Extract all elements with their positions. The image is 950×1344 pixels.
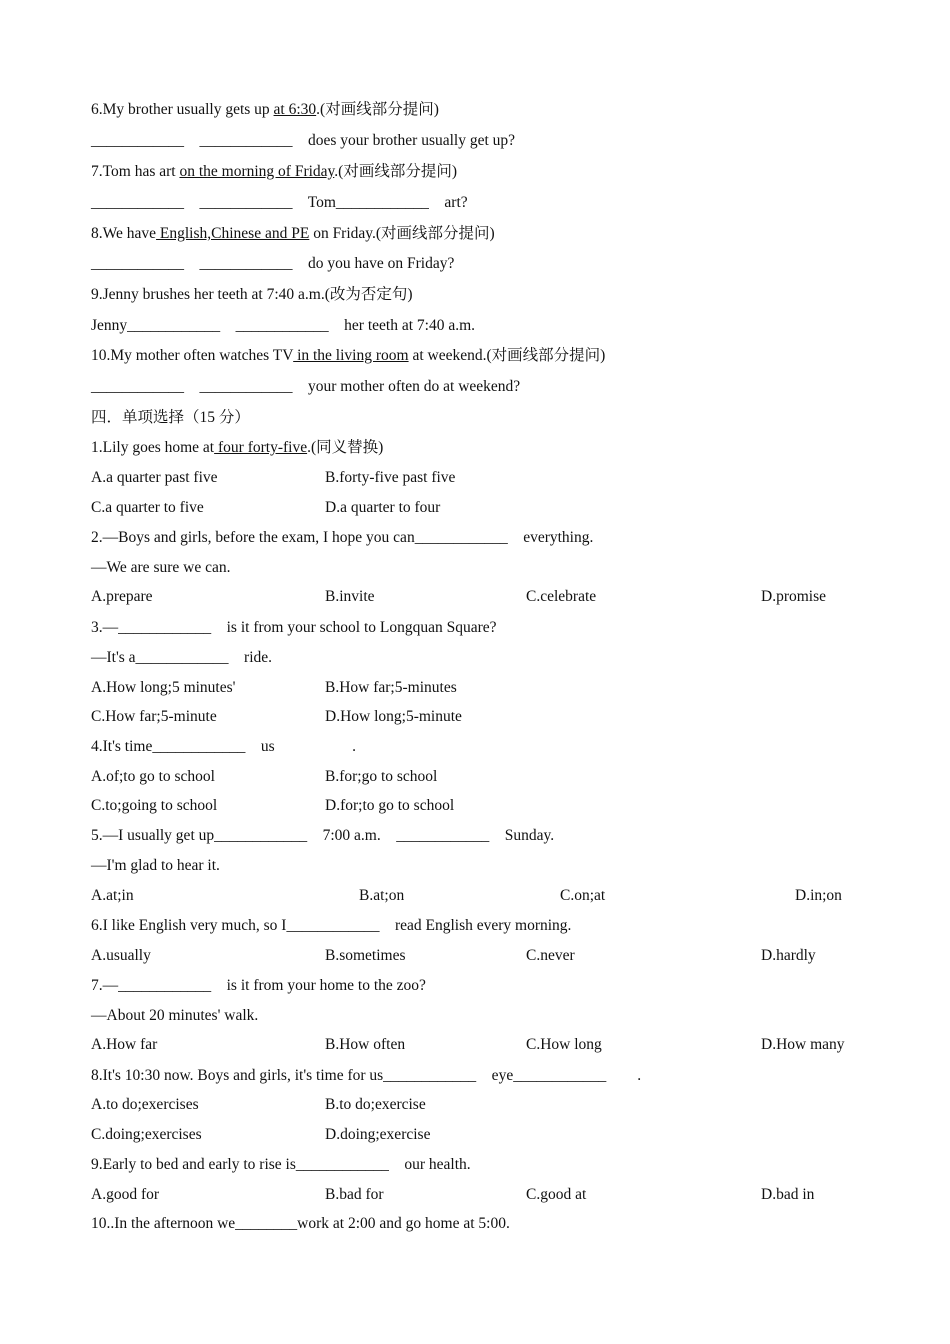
- question-4-3: 3.—____________ is it from your school to Longquan Square?: [91, 619, 497, 636]
- option-b: B.How often: [325, 1036, 406, 1053]
- option-c: C.never: [526, 947, 575, 964]
- option-a: A.prepare: [91, 588, 153, 605]
- answer-line-3-6: ____________ ____________ does your brother usually get up?: [91, 132, 516, 149]
- option-c: C.good at: [526, 1186, 587, 1203]
- question-4-5: 5.—I usually get up____________ 7:00 a.m. ____________ Sunday.: [91, 827, 555, 844]
- underlined-text: four forty-five: [214, 439, 308, 456]
- instruction-text: on Friday.(对画线部分提问): [309, 225, 495, 242]
- question-3-6: [91, 100, 439, 120]
- option-c: C.doing;exercises: [91, 1126, 202, 1143]
- answer-line-3-10: ____________ ____________ your mother often do at weekend?: [91, 378, 521, 395]
- option-b: B.sometimes: [325, 947, 406, 964]
- option-d: D.promise: [761, 588, 827, 605]
- option-d: D.hardly: [761, 947, 816, 964]
- answer-line-3-8: ____________ ____________ do you have on Friday?: [91, 255, 455, 272]
- question-4-9: 9.Early to bed and early to rise is____________ our health.: [91, 1156, 471, 1173]
- question-text: 7.Tom has art: [91, 163, 180, 180]
- option-a: A.at;in: [91, 887, 134, 904]
- option-a: A.good for: [91, 1186, 160, 1203]
- section-heading: 四．单项选择（15 分）: [91, 409, 250, 426]
- option-c: C.celebrate: [526, 588, 597, 605]
- question-4-4: 4.It's time____________ us .: [91, 738, 356, 755]
- instruction-text: .(对画线部分提问): [316, 101, 439, 118]
- question-4-2: 2.—Boys and girls, before the exam, I hope you can____________ everything.: [91, 529, 594, 546]
- underlined-text: at 6:30: [273, 101, 317, 118]
- option-a: A.How far: [91, 1036, 158, 1053]
- question-4-7: 7.—____________ is it from your home to the zoo?: [91, 977, 426, 994]
- option-b: B.to do;exercise: [325, 1096, 426, 1113]
- question-4-1: [91, 438, 383, 458]
- question-4-6: 6.I like English very much, so I____________ read English every morning.: [91, 917, 572, 934]
- question-3-7: [91, 162, 457, 182]
- question-3-8: [91, 224, 495, 244]
- option-a: A.How long;5 minutes': [91, 679, 236, 696]
- option-b: B.for;go to school: [325, 768, 438, 785]
- option-c: C.to;going to school: [91, 797, 218, 814]
- option-a: A.a quarter past five: [91, 469, 218, 486]
- option-d: D.bad in: [761, 1186, 815, 1203]
- instruction-text: .(对画线部分提问): [334, 163, 457, 180]
- question-text: 1.Lily goes home at: [91, 439, 215, 456]
- option-d: D.How long;5-minute: [325, 708, 462, 725]
- question-4-2-reply: —We are sure we can.: [91, 559, 231, 576]
- option-b: B.How far;5-minutes: [325, 679, 457, 696]
- option-a: A.usually: [91, 947, 151, 964]
- underlined-text: on the morning of Friday: [179, 163, 335, 180]
- answer-line-3-9: Jenny____________ ____________ her teeth at 7:40 a.m.: [91, 317, 476, 334]
- option-d: D.in;on: [795, 887, 842, 904]
- option-d: D.a quarter to four: [325, 499, 441, 516]
- question-text: 10.My mother often watches TV: [91, 347, 294, 364]
- underlined-text: in the living room: [293, 347, 409, 364]
- option-c: C.a quarter to five: [91, 499, 204, 516]
- question-4-5-reply: —I'm glad to hear it.: [91, 857, 220, 874]
- option-c: C.on;at: [560, 887, 606, 904]
- question-4-7-reply: —About 20 minutes' walk.: [91, 1007, 259, 1024]
- option-c: C.How far;5-minute: [91, 708, 217, 725]
- question-4-3-reply: —It's a____________ ride.: [91, 649, 273, 666]
- answer-line-3-7: ____________ ____________ Tom____________ art?: [91, 194, 468, 211]
- option-c: C.How long: [526, 1036, 602, 1053]
- option-b: B.invite: [325, 588, 375, 605]
- option-a: A.to do;exercises: [91, 1096, 199, 1113]
- question-4-8: 8.It's 10:30 now. Boys and girls, it's time for us____________ eye____________ .: [91, 1067, 642, 1084]
- underlined-text: English,Chinese and PE: [156, 225, 310, 242]
- question-text: 8.We have: [91, 225, 157, 242]
- question-4-10: 10..In the afternoon we________work at 2:00 and go home at 5:00.: [91, 1215, 510, 1232]
- question-3-9: 9.Jenny brushes her teeth at 7:40 a.m.(改为否定句): [91, 286, 413, 303]
- instruction-text: .(同义替换): [307, 439, 384, 456]
- instruction-text: at weekend.(对画线部分提问): [408, 347, 606, 364]
- option-b: B.bad for: [325, 1186, 384, 1203]
- question-text: 6.My brother usually gets up: [91, 101, 274, 118]
- option-a: A.of;to go to school: [91, 768, 215, 785]
- option-b: B.forty-five past five: [325, 469, 456, 486]
- option-d: D.doing;exercise: [325, 1126, 431, 1143]
- option-d: D.How many: [761, 1036, 845, 1053]
- option-b: B.at;on: [359, 887, 405, 904]
- question-3-10: [91, 346, 605, 366]
- option-d: D.for;to go to school: [325, 797, 455, 814]
